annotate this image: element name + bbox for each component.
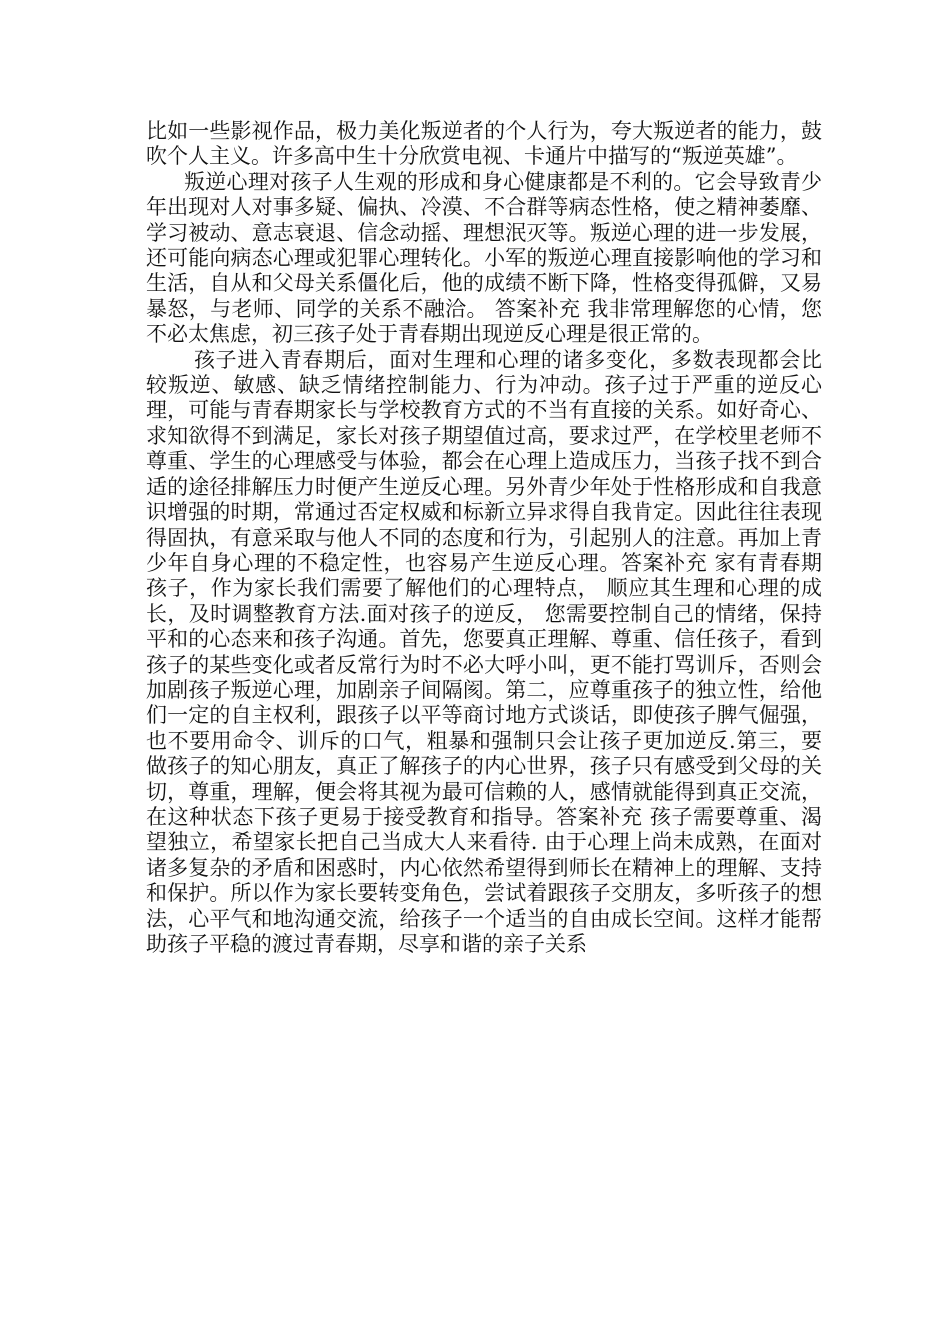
paragraph-2: 叛逆心理对孩子人生观的形成和身心健康都是不利的。它会导致青少年出现对人对事多疑、偏执、冷漠、不合群等病态性格，使之精神萎靡、学习被动、意志衰退、信念动摇、理想泯灭等。叛逆心理的进一步发展，还可能向病态心理或犯罪心理转化。小军的叛逆心理直接影响他的学习和生活，自从和父母关系僵化后，他的成绩不断下降，性格变得孤僻，又易暴怒，与老师、同学的关系不融洽。 答案补充 我非常理解您的心情，您不必太焦虑，初三孩子处于青春期出现逆反心理是很正常的。 — [146, 169, 822, 347]
document-body — [146, 119, 822, 957]
paragraph-3: 孩子进入青春期后，面对生理和心理的诸多变化，多数表现都会比较叛逆、敏感、缺乏情绪控制能力、行为冲动。孩子过于严重的逆反心理，可能与青春期家长与学校教育方式的不当有直接的关系。如好奇心、求知欲得不到满足，家长对孩子期望值过高，要求过严，在学校里老师不尊重、学生的心理感受与体验，都会在心理上造成压力，当孩子找不到合适的途径排解压力时便产生逆反心理。另外青少年处于性格形成和自我意识增强的时期，常通过否定权威和标新立异求得自我肯定。因此往往表现得固执，有意采取与他人不同的态度和行为，引起别人的注意。再加上青少年自身心理的不稳定性，也容易产生逆反心理。答案补充 家有青春期孩子，作为家长我们需要了解他们的心理特点， 顺应其生理和心理的成长，及时调整教育方法.面对孩子的逆反， 您需要控制自己的情绪，保持平和的心态来和孩子沟通。首先，您要真正理解、尊重、信任孩子，看到孩子的某些变化或者反常行为时不必大呼小叫，更不能打骂训斥，否则会加剧孩子叛逆心理，加剧亲子间隔阂。第二，应尊重孩子的独立性，给他们一定的自主权利，跟孩子以平等商讨地方式谈话，即使孩子脾气倔强，也不要用命令、训斥的口气，粗暴和强制只会让孩子更加逆反.第三，要做孩子的知心朋友，真正了解孩子的内心世界，孩子只有感受到父母的关切，尊重，理解，便会将其视为最可信赖的人，感情就能得到真正交流，在这种状态下孩子更易于接受教育和指导。答案补充 孩子需要尊重、渴望独立，希望家长把自己当成大人来看待. 由于心理上尚未成熟，在面对诸多复杂的矛盾和困惑时，内心依然希望得到师长在精神上的理解、支持和保护。所以作为家长要转变角色，尝试着跟孩子交朋友，多听孩子的想法，心平气和地沟通交流，给孩子一个适当的自由成长空间。这样才能帮助孩子平稳的渡过青春期，尽享和谐的亲子关系 — [146, 347, 822, 956]
paragraph-1: 比如一些影视作品，极力美化叛逆者的个人行为，夸大叛逆者的能力，鼓吹个人主义。许多高中生十分欣赏电视、卡通片中描写的“叛逆英雄”。 — [146, 119, 822, 169]
